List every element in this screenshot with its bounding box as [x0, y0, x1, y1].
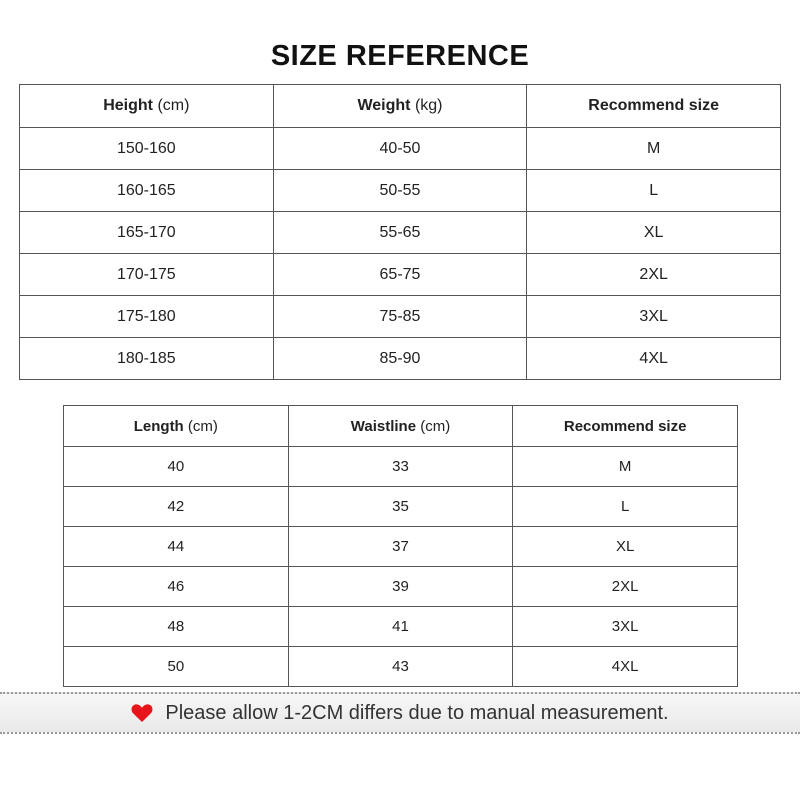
table-cell: L [527, 170, 781, 212]
heart-icon [131, 703, 153, 723]
table-cell: 37 [288, 527, 513, 567]
table-row [64, 607, 738, 647]
table-row [64, 647, 738, 687]
table-cell: M [513, 447, 738, 487]
table-row [64, 527, 738, 567]
table-cell: 175-180 [20, 296, 274, 338]
note-banner [0, 692, 800, 734]
table-cell: 3XL [527, 296, 781, 338]
table-cell: 150-160 [20, 128, 274, 170]
header-weight: Weight (kg) [273, 85, 527, 128]
table-cell: 4XL [527, 338, 781, 380]
table-cell: 2XL [527, 254, 781, 296]
table-cell: M [527, 128, 781, 170]
table-cell: 55-65 [273, 212, 527, 254]
table-cell: 50 [64, 647, 289, 687]
table-cell: XL [513, 527, 738, 567]
table-cell: 165-170 [20, 212, 274, 254]
table-cell: 46 [64, 567, 289, 607]
table-cell: 3XL [513, 607, 738, 647]
table-row [20, 338, 781, 380]
table-cell: 42 [64, 487, 289, 527]
table-cell: 75-85 [273, 296, 527, 338]
table-cell: 41 [288, 607, 513, 647]
header-length: Length (cm) [64, 406, 289, 447]
size-table-height-weight [19, 84, 781, 380]
table-header-row [20, 85, 781, 128]
table-cell: 2XL [513, 567, 738, 607]
header-recommend-size: Recommend size [513, 406, 738, 447]
table-cell: L [513, 487, 738, 527]
table-row [64, 447, 738, 487]
table-cell: 85-90 [273, 338, 527, 380]
table-row [20, 296, 781, 338]
table-row [20, 254, 781, 296]
header-waistline: Waistline (cm) [288, 406, 513, 447]
table-cell: 43 [288, 647, 513, 687]
table-cell: 50-55 [273, 170, 527, 212]
table-row [20, 128, 781, 170]
table-cell: 180-185 [20, 338, 274, 380]
table-cell: XL [527, 212, 781, 254]
table-cell: 170-175 [20, 254, 274, 296]
table-row [64, 487, 738, 527]
size-table-length-waistline [63, 405, 738, 687]
table-cell: 39 [288, 567, 513, 607]
table-cell: 40-50 [273, 128, 527, 170]
header-height: Height (cm) [20, 85, 274, 128]
table-cell: 33 [288, 447, 513, 487]
table-cell: 40 [64, 447, 289, 487]
table-cell: 44 [64, 527, 289, 567]
page-title: SIZE REFERENCE [270, 40, 530, 72]
table-cell: 35 [288, 487, 513, 527]
table-row [64, 567, 738, 607]
table-cell: 160-165 [20, 170, 274, 212]
note-text: Please allow 1-2CM differs due to manual measurement. [165, 701, 669, 724]
header-recommend-size: Recommend size [527, 85, 781, 128]
table-cell: 48 [64, 607, 289, 647]
table-header-row [64, 406, 738, 447]
table-row [20, 212, 781, 254]
table-cell: 65-75 [273, 254, 527, 296]
note-row [0, 694, 800, 732]
table-row [20, 170, 781, 212]
table-cell: 4XL [513, 647, 738, 687]
